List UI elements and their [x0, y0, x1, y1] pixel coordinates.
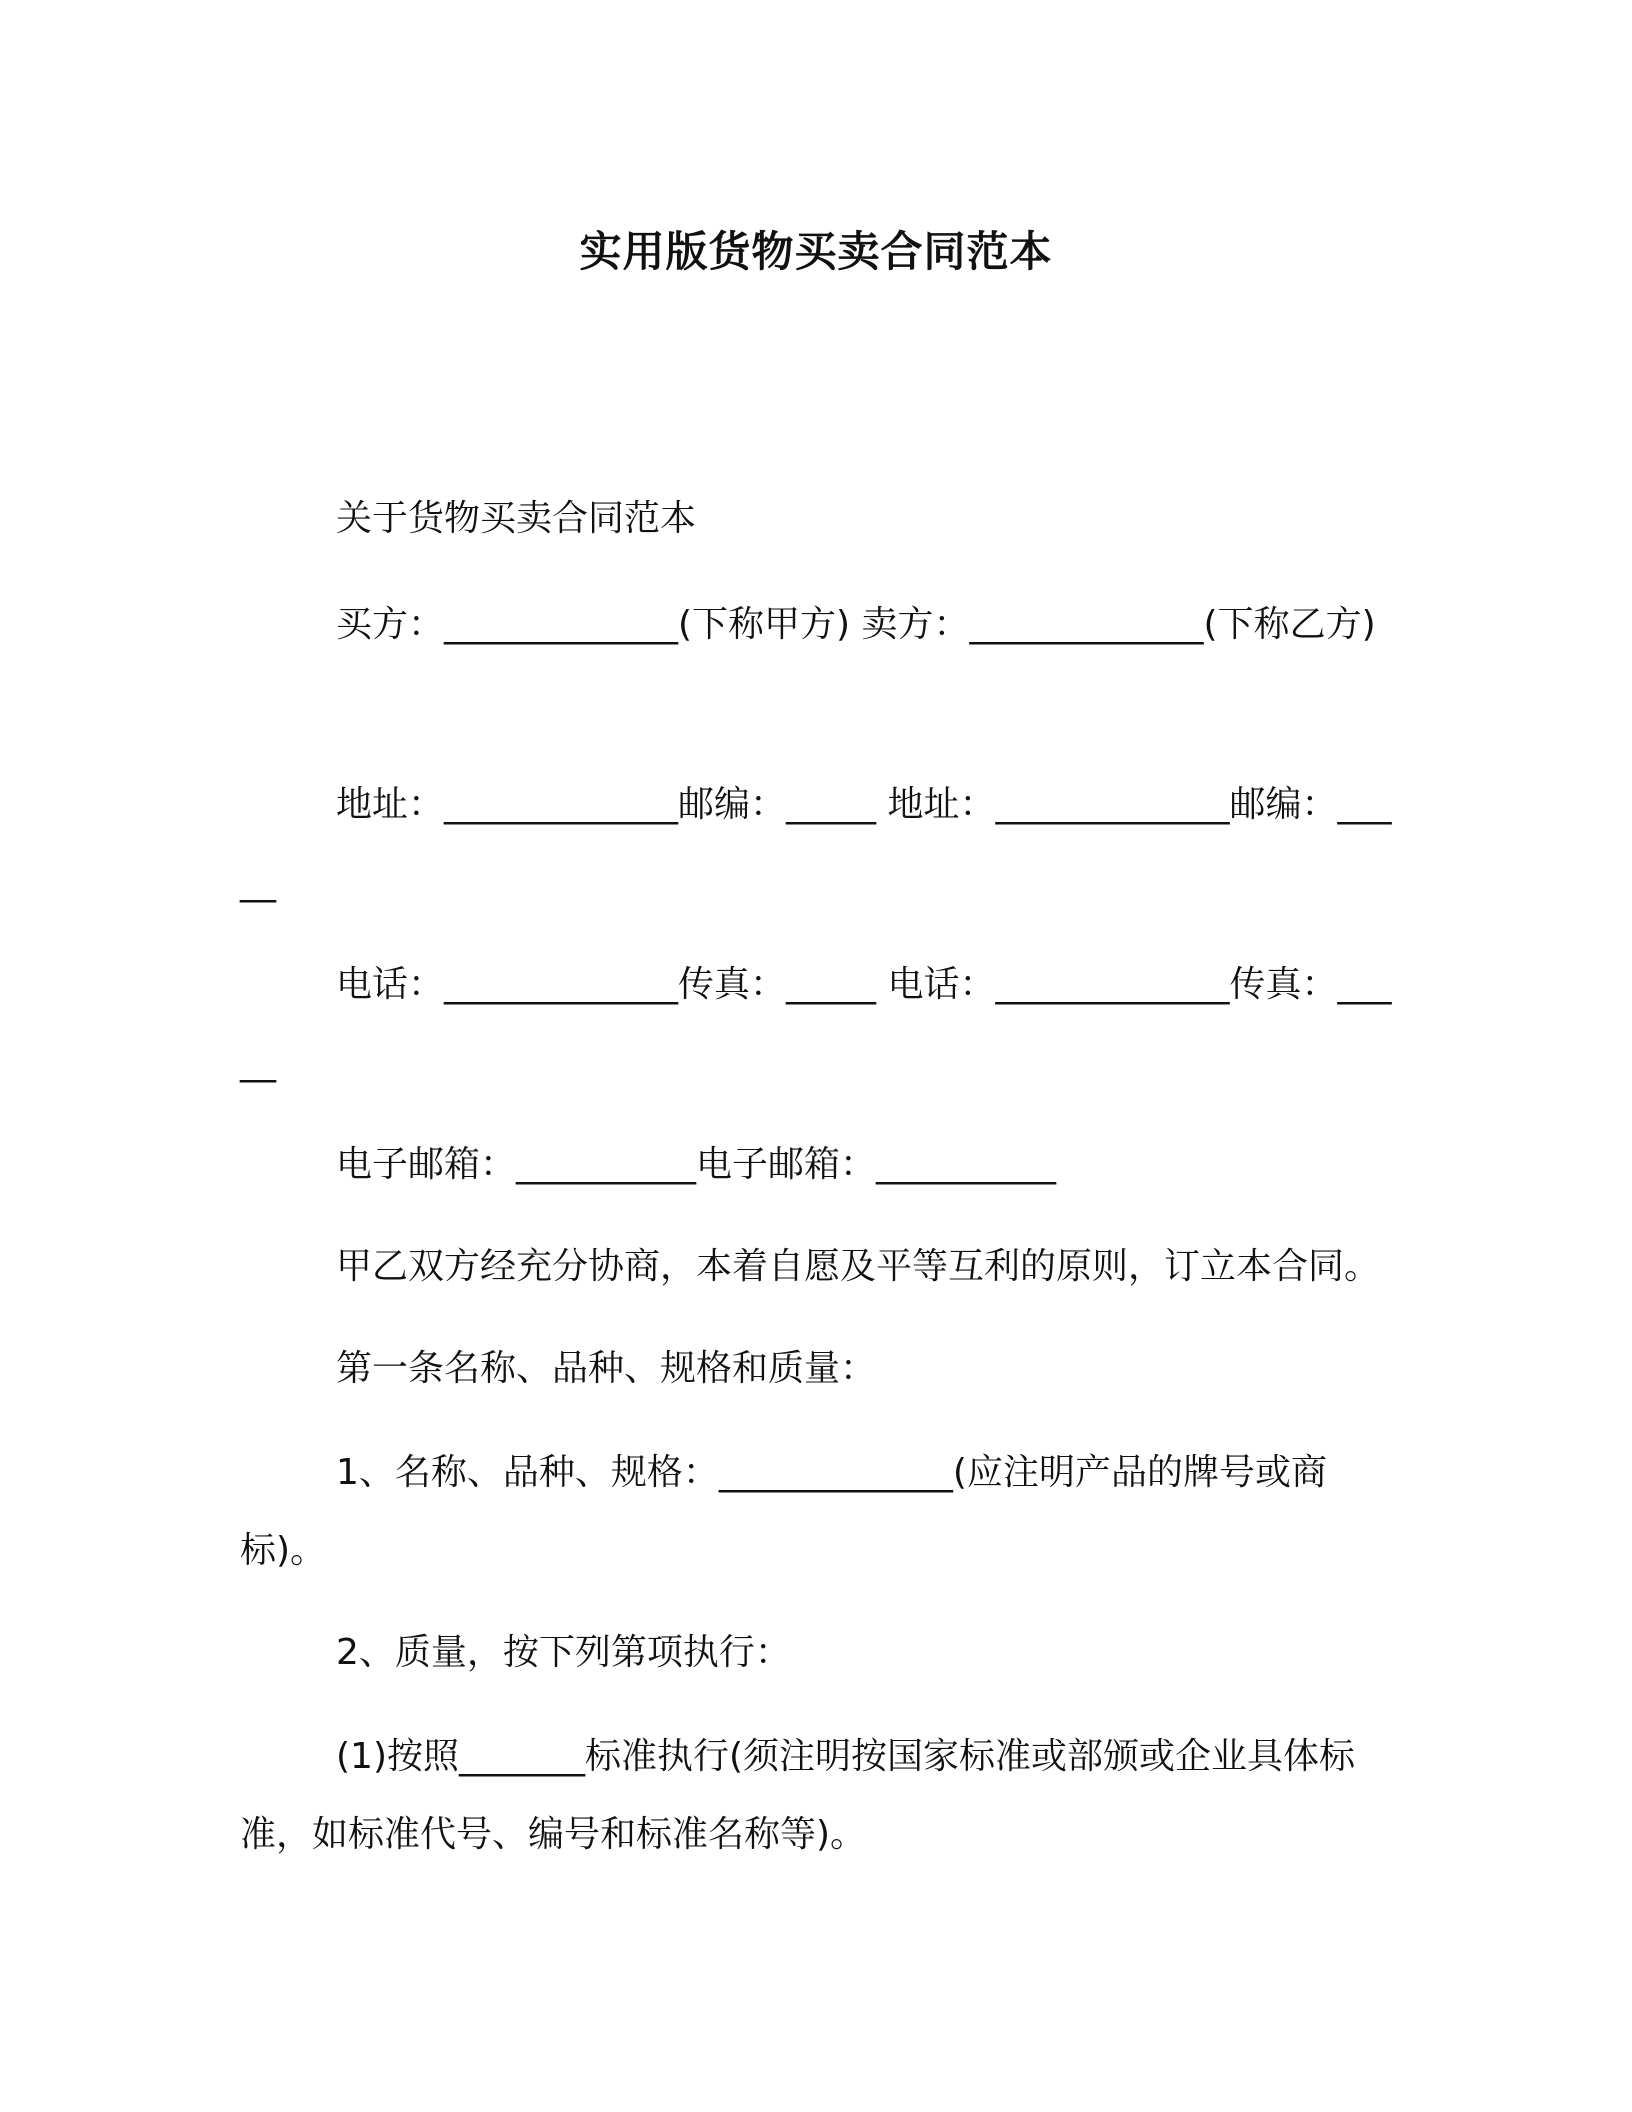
document-title: 实用版货物买卖合同范本	[579, 227, 1053, 276]
paragraph-address: 地址：_____________邮编：_____ 地址：_____________邮编：_____	[240, 784, 1392, 903]
paragraph-quality: 2、质量，按下列第项执行：	[336, 1632, 791, 1673]
paragraph-agreement: 甲乙双方经充分协商，本着自愿及平等互利的原则，订立本合同。	[336, 1246, 1381, 1287]
paragraph-article-one: 第一条名称、品种、规格和质量：	[336, 1348, 877, 1389]
paragraph-name-spec: 1、名称、品种、规格：_____________(应注明产品的牌号或商标)。	[240, 1452, 1327, 1571]
paragraph-parties: 买方：_____________(下称甲方) 卖方：_____________(下称乙方)	[336, 604, 1376, 645]
paragraph-standard: (1)按照_______标准执行(须注明按国家标准或部颁或企业具体标准，如标准代号、编号和标准名称等)。	[240, 1736, 1356, 1855]
paragraph-email: 电子邮箱：__________电子邮箱：__________	[336, 1144, 1057, 1185]
paragraph-phone-fax: 电话：_____________传真：_____ 电话：_____________传真：_____	[240, 964, 1392, 1083]
paragraph-intro: 关于货物买卖合同范本	[336, 498, 697, 539]
